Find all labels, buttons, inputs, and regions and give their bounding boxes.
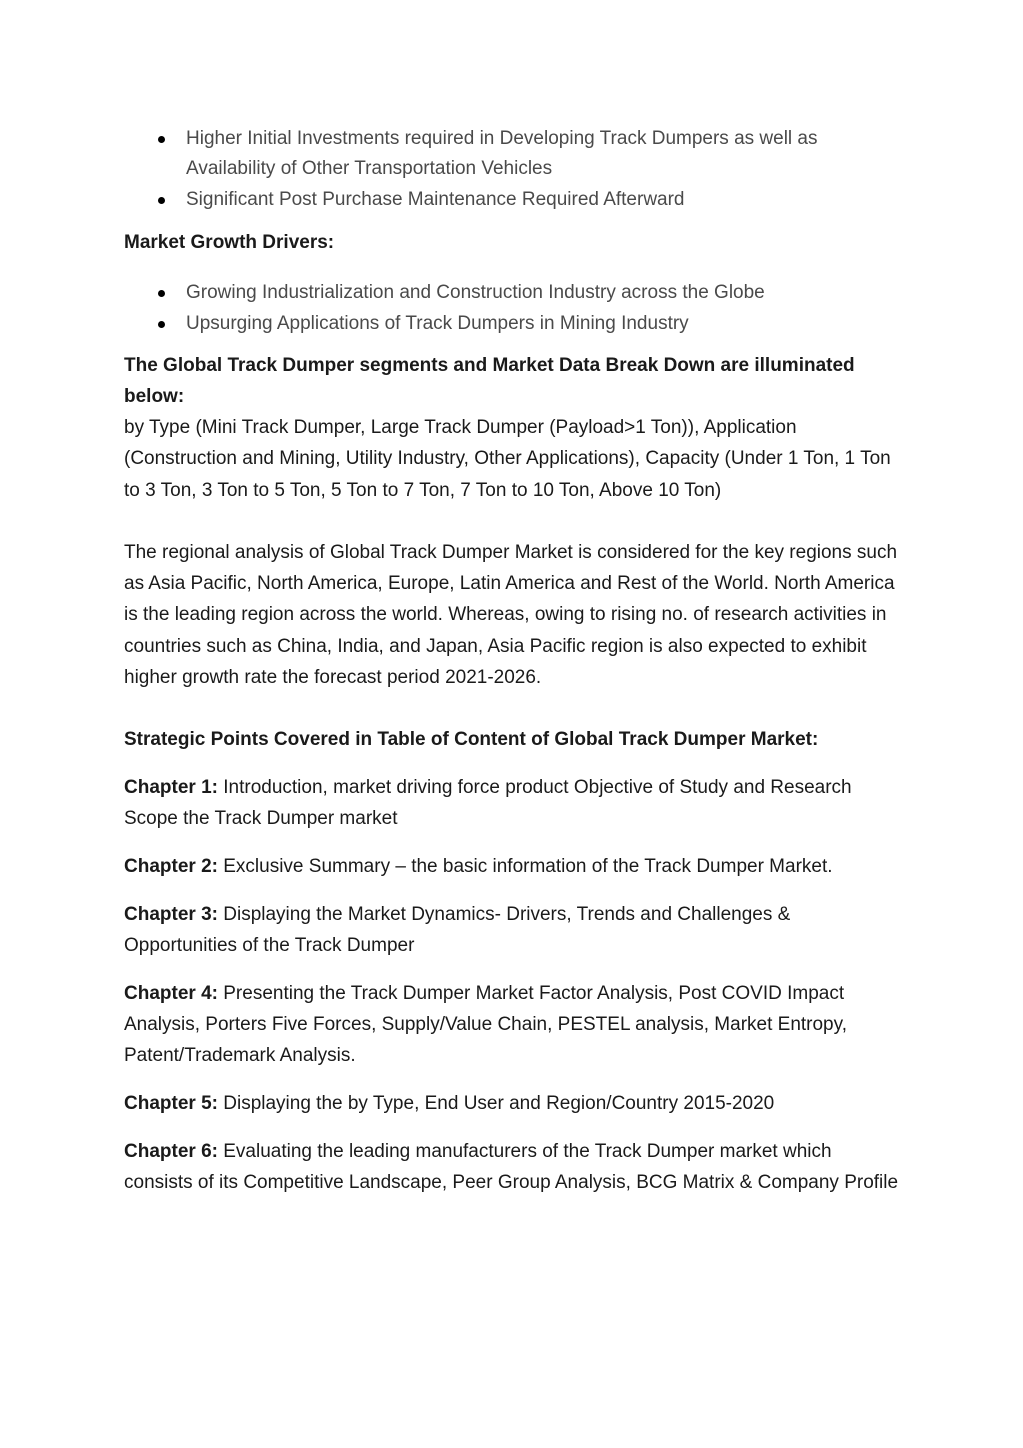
chapter-label: Chapter 5: [124, 1093, 218, 1115]
bullet-icon [158, 290, 165, 297]
list-item-text: Growing Industrialization and Construction Industry across the Globe [186, 282, 765, 303]
chapter-text: Exclusive Summary – the basic information of the Track Dumper Market. [217, 856, 833, 878]
chapter-5 [124, 1088, 904, 1119]
regional-analysis: The regional analysis of Global Track Dumper Market is considered for the key regions such as Asia Pacific, North America, Europe, Latin America and Rest of the World. North America is the leading region across the world. Whereas, owing to rising no. of research activities in countries such as China, India, and Japan, Asia Pacific region is also expected to exhibit higher growth rate the forecast period 2021-2026. [124, 541, 898, 689]
chapter-3 [124, 899, 904, 961]
segments-heading: The Global Track Dumper segments and Market Data Break Down are illuminated below: [124, 355, 855, 407]
chapter-label: Chapter 2: [124, 856, 218, 878]
list-item-text: Higher Initial Investments required in Developing Track Dumpers as well as Availability of Other Transportation Vehicles [186, 128, 818, 179]
list-item-text: Significant Post Purchase Maintenance Required Afterward [186, 189, 685, 210]
chapter-label: Chapter 4: [124, 983, 218, 1005]
list-item [124, 124, 904, 184]
chapter-6 [124, 1136, 904, 1198]
chapter-label: Chapter 1: [124, 777, 218, 799]
segments-body: by Type (Mini Track Dumper, Large Track Dumper (Payload>1 Ton)), Application (Construction and Mining, Utility Industry, Other Applications), Capacity (Under 1 Ton, 1 Ton to 3 Ton, 3 Ton to 5 Ton, 5 Ton to 7 Ton, 7 Ton to 10 Ton, Above 10 Ton) [124, 417, 891, 501]
list-item [124, 185, 904, 215]
chapter-text: Displaying the by Type, End User and Region/Country 2015-2020 [217, 1093, 775, 1115]
bullet-icon [158, 136, 165, 143]
document-page [124, 124, 904, 1198]
bullet-icon [158, 197, 165, 204]
chapter-text: Evaluating the leading manufacturers of the Track Dumper market which consists of its Competitive Landscape, Peer Group Analysis, BCG Matrix & Company Profile [124, 1141, 899, 1194]
chapter-text: Presenting the Track Dumper Market Factor Analysis, Post COVID Impact Analysis, Porters Five Forces, Supply/Value Chain, PESTEL analysis, Market Entropy, Patent/Trademark Analysis. [124, 983, 847, 1067]
chapter-2 [124, 851, 904, 882]
toc-heading: Strategic Points Covered in Table of Content of Global Track Dumper Market: [124, 729, 819, 751]
chapter-text: Displaying the Market Dynamics- Drivers, Trends and Challenges & Opportunities of the Track Dumper [124, 904, 791, 957]
chapter-4 [124, 978, 904, 1071]
chapter-label: Chapter 6: [124, 1141, 218, 1163]
bullet-icon [158, 321, 165, 328]
list-item [124, 309, 904, 339]
chapter-label: Chapter 3: [124, 904, 218, 926]
restraints-list [124, 124, 904, 215]
chapter-1 [124, 772, 904, 834]
list-item-text: Upsurging Applications of Track Dumpers in Mining Industry [186, 313, 689, 334]
growth-drivers-heading: Market Growth Drivers: [124, 232, 335, 253]
chapter-text: Introduction, market driving force product Objective of Study and Research Scope the Track Dumper market [124, 777, 852, 830]
list-item [124, 278, 904, 308]
growth-drivers-list [124, 278, 904, 339]
